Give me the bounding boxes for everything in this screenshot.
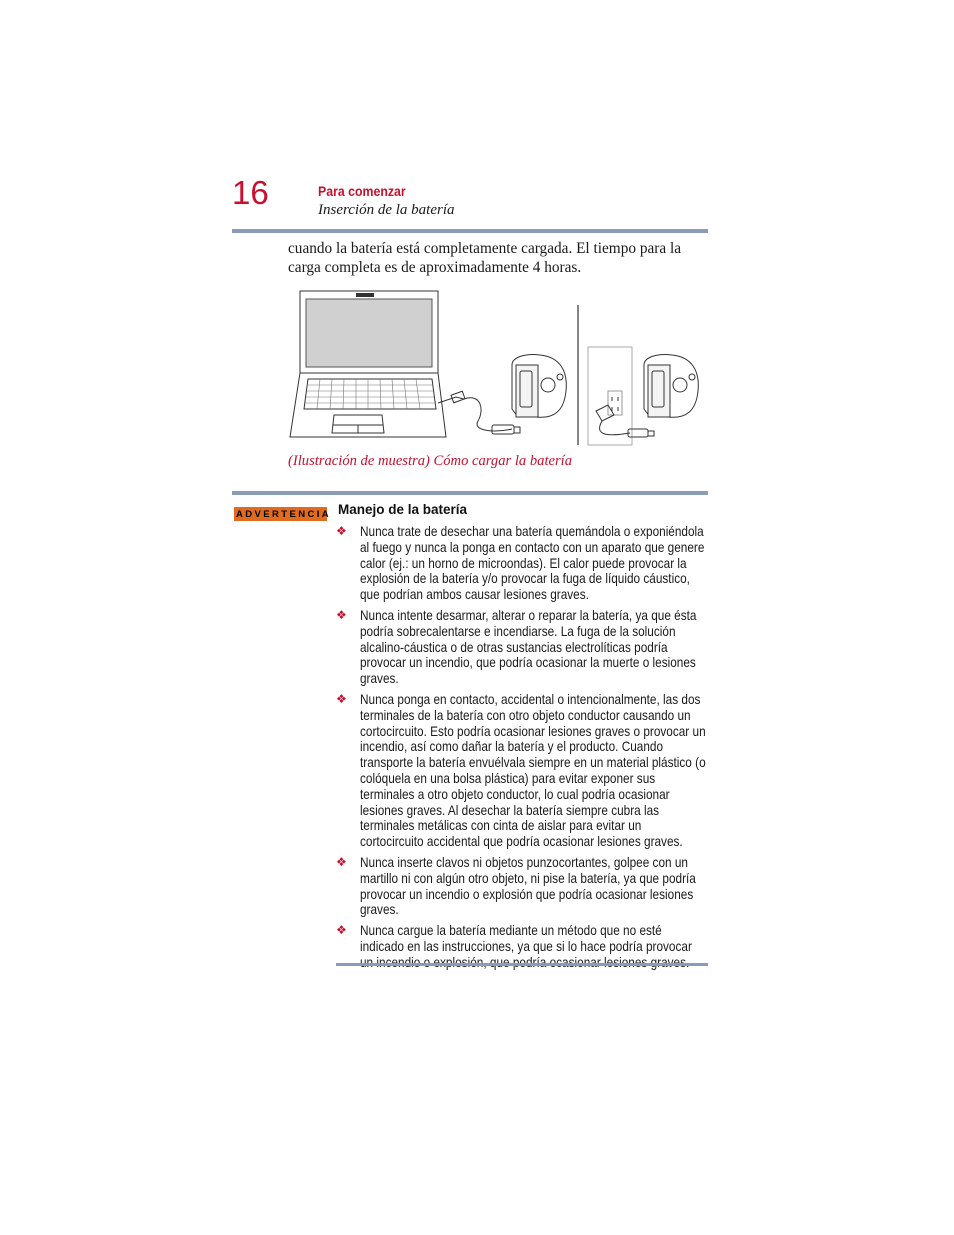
list-item — [336, 608, 750, 687]
warning-badge — [234, 507, 332, 521]
usb-cable-drawing — [438, 391, 520, 434]
bullet-diamond-icon: ❖ — [336, 691, 347, 706]
warning-bullet-list — [336, 524, 750, 976]
list-item-text: Nunca intente desarmar, alterar o reparar la batería, ya que ésta podría sobrecalentarse e incendiarse. La fuga de la solución alcalino-cáustica o de otras sustancias electrolíticas podría provocar un incendio, que podría ocasionar la muerte o lesiones graves. — [360, 607, 697, 687]
list-item — [336, 855, 750, 918]
warning-title: Manejo de la batería — [338, 502, 468, 517]
list-item-text: Nunca ponga en contacto, accidental o intencionalmente, las dos terminales de la batería con otro objeto conductor causando un cortocircuito. Esto podría ocasionar lesiones graves o provocar un incendio, así como dañar la batería y el producto. Cuando transporte la batería envuélvala siempre en un material plástico (o colóquela en una bolsa plástica) para evitar exponer sus terminales a otro objeto conductor, lo cual podría ocasionar lesiones graves. Al desechar la batería siempre cubra las terminales metálicas con cinta de aislar para evitar un cortocircuito accidental que podría ocasionar lesiones graves. — [360, 691, 706, 850]
wall-outlet-drawing — [588, 347, 632, 445]
camera-drawing-right — [644, 354, 698, 417]
ac-adapter-drawing — [596, 405, 654, 437]
bullet-diamond-icon: ❖ — [336, 923, 347, 938]
warning-badge-label: ADVERTENCIA — [236, 508, 332, 520]
list-item-text: Nunca trate de desechar una batería quemándola o exponiéndola al fuego y nunca la ponga en contacto con un aparato que genere calor (ej.: un horno de microondas). El calor puede provocar la explosión de la batería y/o provocar la fuga de líquido cáustico, que podrían ambos causar lesiones graves. — [360, 524, 705, 603]
bullet-diamond-icon: ❖ — [336, 607, 347, 622]
chapter-title: Para comenzar — [318, 183, 406, 199]
header-rule — [232, 229, 708, 233]
list-item — [336, 692, 750, 850]
section-rule — [232, 491, 708, 495]
bullet-diamond-icon: ❖ — [336, 854, 347, 869]
page-number: 16 — [232, 174, 269, 211]
laptop-drawing — [290, 291, 446, 437]
camera-drawing-left — [512, 354, 566, 417]
list-item — [336, 524, 750, 603]
list-item-text: Nunca inserte clavos ni objetos punzocortantes, golpee con un martillo ni con algún otro objeto, ni pise la batería, ya que podría provocar un incendio o explosión que podría ocasionar lesiones graves. — [360, 854, 696, 918]
section-title: Inserción de la batería — [318, 202, 455, 218]
figure-caption: (Ilustración de muestra) Cómo cargar la batería — [288, 453, 573, 469]
charging-illustration — [286, 285, 706, 450]
warning-end-rule — [336, 963, 708, 966]
list-item-text: Nunca cargue la batería mediante un método que no esté indicado en las instrucciones, ya que si lo hace podría provocar — [360, 923, 692, 954]
intro-paragraph: cuando la batería está completamente cargada. El tiempo para la carga completa es de aproximadamente 4 horas. — [288, 240, 681, 276]
bullet-diamond-icon: ❖ — [336, 524, 347, 538]
